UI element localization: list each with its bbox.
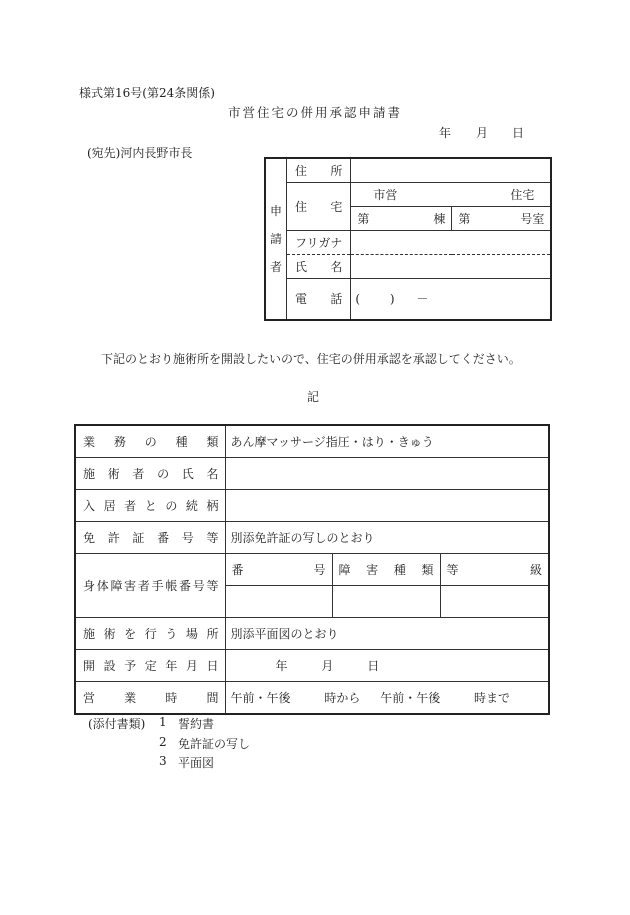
disability-grade-header: 等 級	[440, 554, 549, 586]
attachment-text-1: 誓約書	[178, 717, 215, 731]
room-number-field[interactable]: 第 号室	[452, 206, 552, 230]
disability-label: 身体障害者手帳番号等	[75, 554, 225, 618]
housing-name-field[interactable]: 市営 住宅	[351, 182, 552, 206]
disability-type-field[interactable]	[332, 586, 440, 618]
date-day: 日	[512, 126, 525, 140]
intro-sentence: 下記のとおり施術所を開設したいので、住宅の併用承認を承認してください。	[101, 352, 521, 366]
addressee: (宛先)河内長野市長	[87, 146, 193, 160]
license-value: 別添免許証の写しのとおり	[225, 522, 549, 554]
applicant-table	[264, 157, 552, 321]
open-date-field[interactable]: 年 月 日	[225, 650, 549, 682]
attachments-label: (添付書類)	[88, 717, 146, 731]
business-type-value: あん摩マッサージ指圧・はり・きゅう	[225, 425, 549, 458]
relation-label: 入居者との続柄	[75, 490, 225, 522]
attachment-num-3: 3	[159, 754, 167, 768]
license-label: 免許証番号等	[75, 522, 225, 554]
attachment-num-1: 1	[159, 715, 167, 729]
address-field[interactable]	[351, 158, 552, 182]
housing-label: 住宅	[287, 182, 351, 230]
name-field[interactable]	[351, 254, 552, 278]
attachment-text-3: 平面図	[178, 756, 215, 770]
disability-number-field[interactable]	[225, 586, 332, 618]
furigana-field[interactable]	[351, 230, 552, 254]
details-table	[74, 424, 550, 715]
furigana-label: フリガナ	[287, 230, 351, 254]
disability-type-header: 障害種類	[332, 554, 440, 586]
disability-grade-field[interactable]	[440, 586, 549, 618]
hours-label: 営業時間	[75, 682, 225, 715]
relation-field[interactable]	[225, 490, 549, 522]
building-number-field[interactable]: 第 棟	[351, 206, 452, 230]
open-date-label: 開設予定年月日	[75, 650, 225, 682]
date-month: 月	[476, 126, 489, 140]
form-number: 様式第16号(第24条関係)	[79, 86, 215, 100]
disability-number-header: 番 号	[225, 554, 332, 586]
date-year: 年	[439, 126, 452, 140]
business-type-label: 業務の種類	[75, 425, 225, 458]
place-value: 別添平面図のとおり	[225, 618, 549, 650]
address-label: 住所	[287, 158, 351, 182]
hours-field[interactable]: 午前・午後 時から 午前・午後 時まで	[225, 682, 549, 715]
name-label: 氏名	[287, 254, 351, 278]
attachment-text-2: 免許証の写し	[178, 737, 251, 751]
practitioner-name-field[interactable]	[225, 458, 549, 490]
phone-label: 電話	[287, 278, 351, 320]
place-label: 施術を行う場所	[75, 618, 225, 650]
applicant-side-label: 申 請 者	[265, 158, 287, 320]
document-title: 市営住宅の併用承認申請書	[228, 105, 403, 120]
practitioner-name-label: 施術者の氏名	[75, 458, 225, 490]
attachment-num-2: 2	[159, 735, 167, 749]
phone-field[interactable]: ( ) －	[351, 278, 552, 320]
ki-label: 記	[307, 390, 320, 404]
